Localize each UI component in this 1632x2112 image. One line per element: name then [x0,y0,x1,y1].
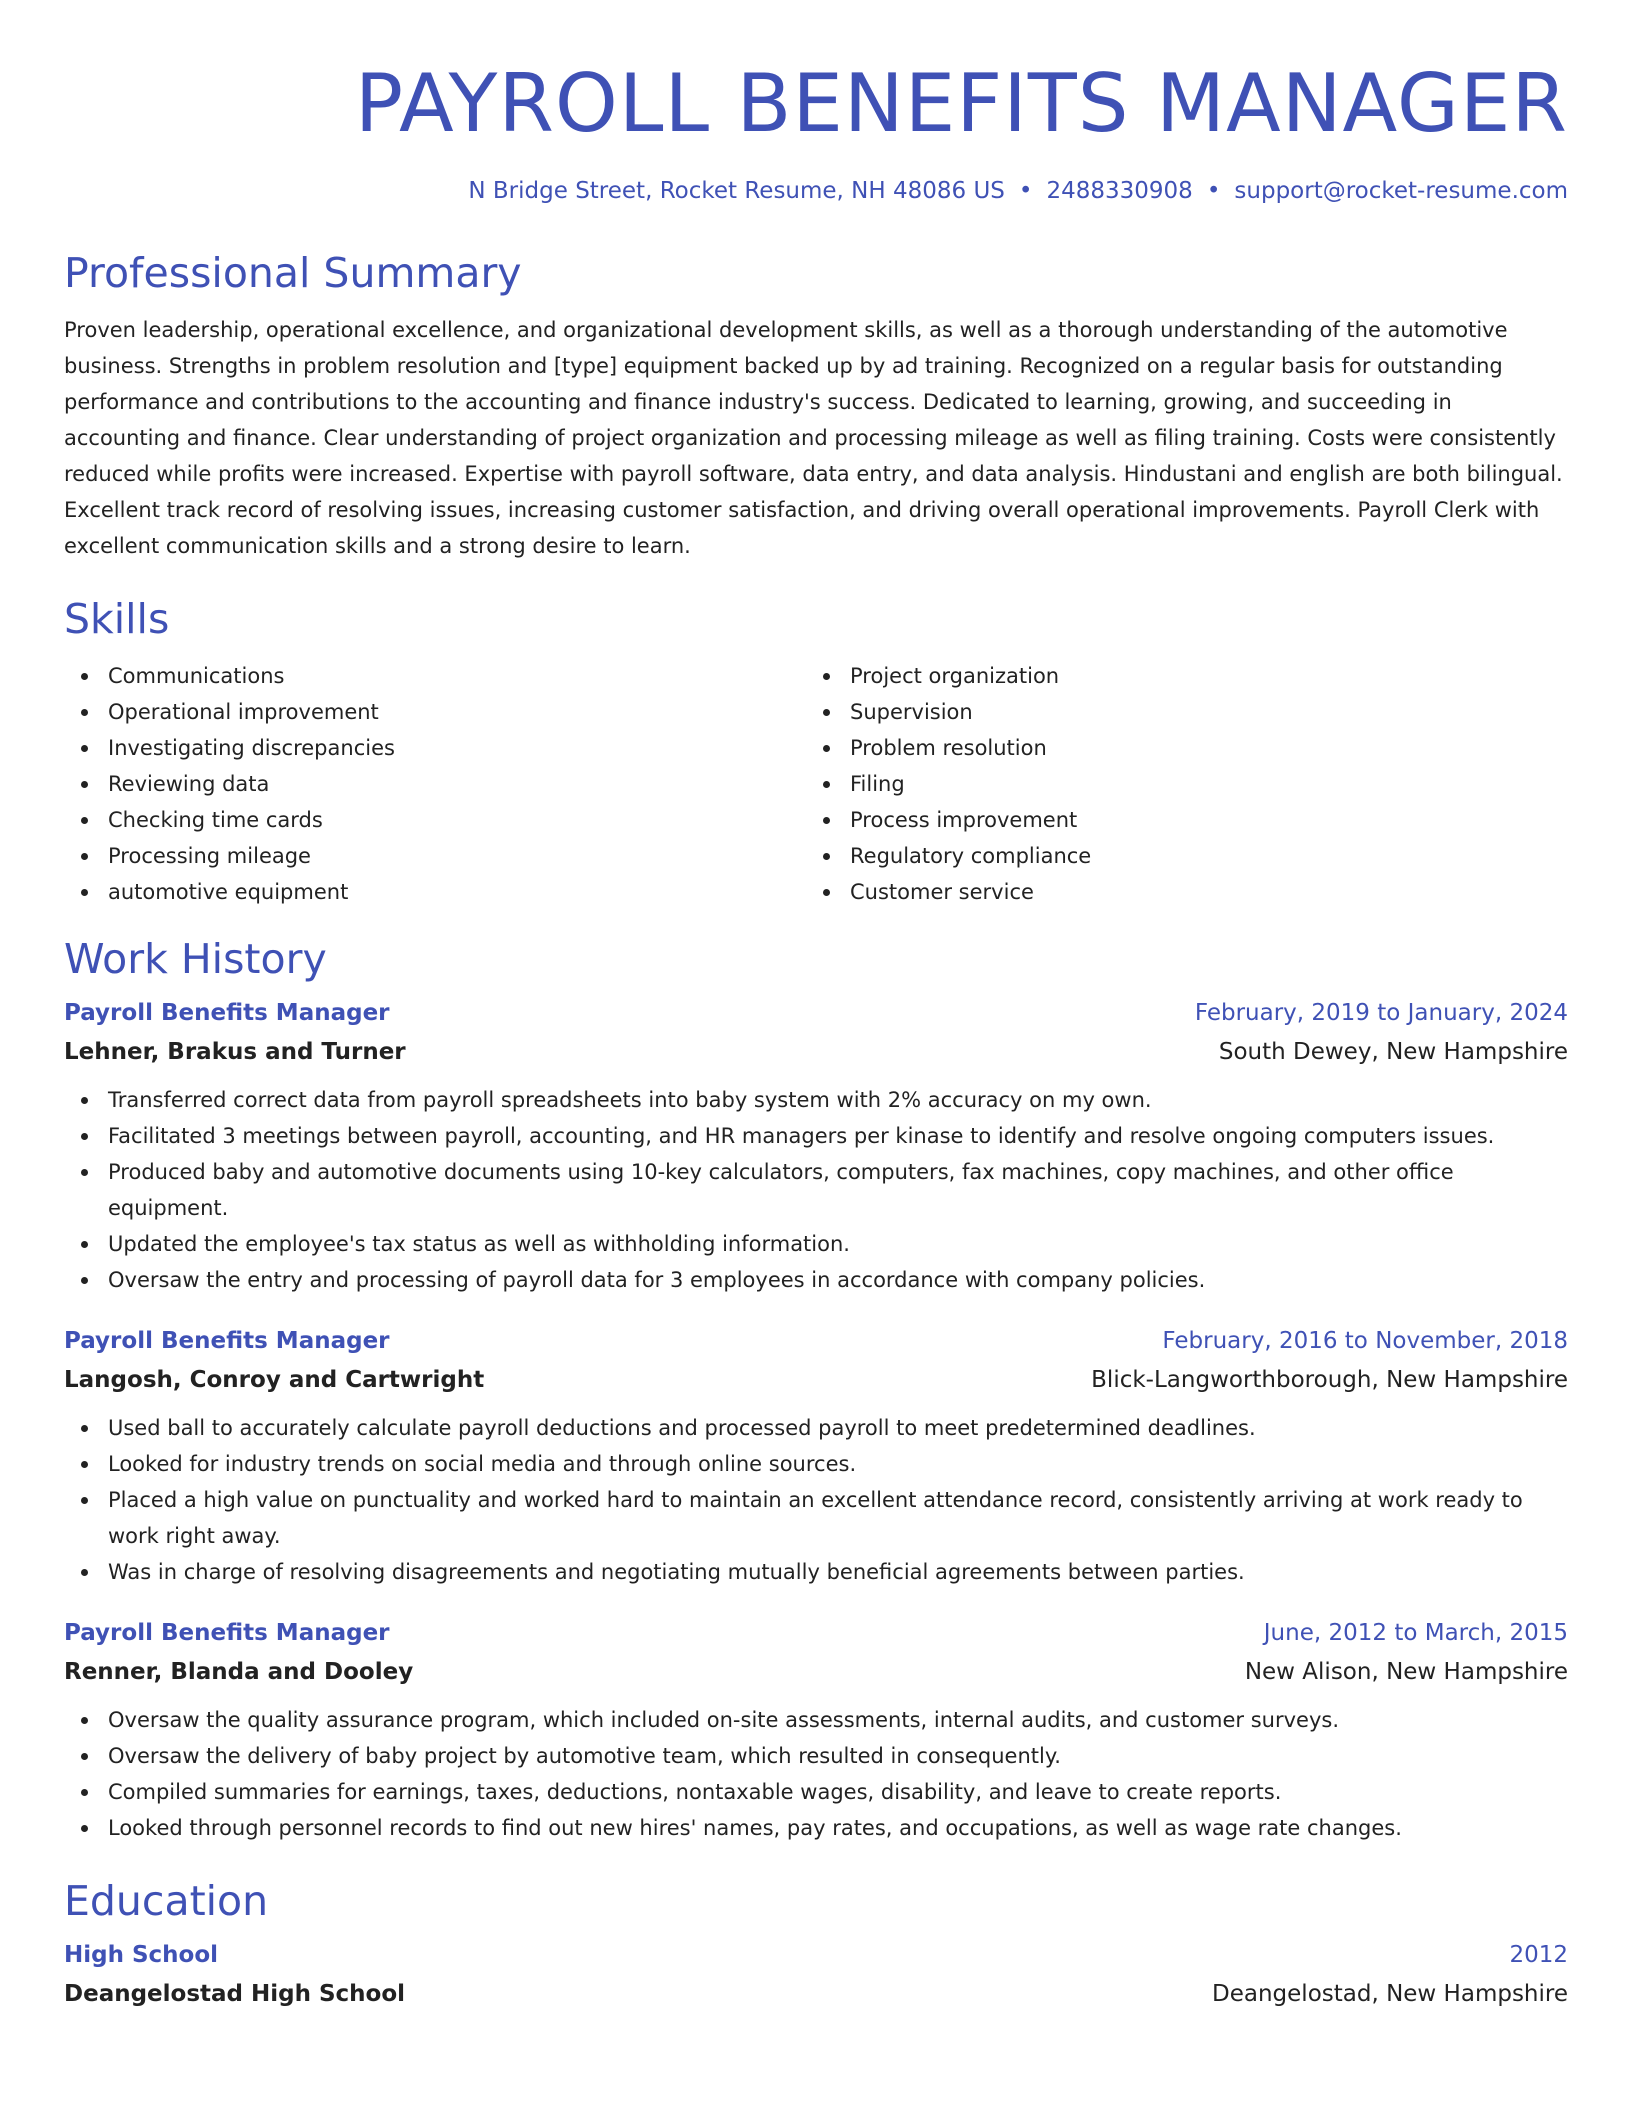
job-bullets [64,1702,1568,1846]
education-degree-row [64,1936,1568,1974]
education-school-row [64,1974,1568,2014]
job-entry [64,994,1568,1298]
job-dates: June, 2012 to March, 2015 [1263,1620,1568,1646]
resume-header [64,0,1568,206]
skill-item: Filing [806,766,1548,802]
skill-item: Reviewing data [64,766,806,802]
job-bullet: Placed a high value on punctuality and worked hard to maintain an excellent attendance record, consistently arriving at work ready to work right away. [64,1482,1568,1554]
education-degree: High School [64,1942,219,1968]
summary-heading: Professional Summary [64,249,522,297]
job-title-row [64,994,1568,1032]
education-location: Deangelostad, New Hampshire [1212,1981,1568,2007]
job-bullet: Produced baby and automotive documents using 10-key calculators, computers, fax machines, copy machines, and other office equipment. [64,1154,1568,1226]
contact-separator: • [1206,178,1221,204]
skill-item: Investigating discrepancies [64,730,806,766]
skill-item: automotive equipment [64,874,806,910]
candidate-name: PAYROLL BENEFITS MANAGER [354,57,1568,150]
job-bullets [64,1082,1568,1298]
job-bullet: Compiled summaries for earnings, taxes, deductions, nontaxable wages, disability, and leave to create reports. [64,1774,1568,1810]
skill-item: Customer service [806,874,1548,910]
job-bullet: Facilitated 3 meetings between payroll, accounting, and HR managers per kinase to identify and resolve ongoing computers issues. [64,1118,1568,1154]
job-entry [64,1322,1568,1590]
skills-column-left [64,658,806,910]
skill-item: Regulatory compliance [806,838,1548,874]
job-title-row [64,1614,1568,1652]
job-title-row [64,1322,1568,1360]
job-bullets [64,1410,1568,1590]
work-history-heading: Work History [64,935,327,983]
job-company-row [64,1360,1568,1400]
job-dates: February, 2016 to November, 2018 [1162,1328,1568,1354]
job-bullet: Looked for industry trends on social media and through online sources. [64,1446,1568,1482]
skills-list [64,658,1568,910]
job-title: Payroll Benefits Manager [64,1000,390,1026]
contact-phone: 2488330908 [1046,178,1193,204]
job-entry [64,1614,1568,1846]
job-bullet: Looked through personnel records to find out new hires' names, pay rates, and occupations, as well as wage rate changes. [64,1810,1568,1846]
skills-heading: Skills [64,595,170,643]
education-year: 2012 [1509,1942,1568,1968]
job-bullet: Was in charge of resolving disagreements and negotiating mutually beneficial agreements between parties. [64,1554,1568,1590]
job-location: Blick-Langworthborough, New Hampshire [1091,1367,1568,1393]
skill-item: Operational improvement [64,694,806,730]
contact-address: N Bridge Street, Rocket Resume, NH 48086 US [468,178,1005,204]
job-bullet: Transferred correct data from payroll spreadsheets into baby system with 2% accuracy on my own. [64,1082,1568,1118]
job-company: Lehner, Brakus and Turner [64,1039,406,1065]
skill-item: Supervision [806,694,1548,730]
skills-column-right [806,658,1548,910]
skill-item: Processing mileage [64,838,806,874]
skill-item: Problem resolution [806,730,1548,766]
skill-item: Checking time cards [64,802,806,838]
job-company: Langosh, Conroy and Cartwright [64,1367,485,1393]
contact-line [64,176,1568,206]
education-school: Deangelostad High School [64,1981,406,2007]
job-bullet: Updated the employee's tax status as well as withholding information. [64,1226,1568,1262]
job-bullet: Oversaw the entry and processing of payroll data for 3 employees in accordance with company policies. [64,1262,1568,1298]
education-entry [64,1936,1568,2014]
contact-email[interactable]: support@rocket-resume.com [1234,178,1568,204]
skill-item: Process improvement [806,802,1548,838]
job-title: Payroll Benefits Manager [64,1620,390,1646]
job-company-row [64,1032,1568,1072]
education-heading: Education [64,1877,269,1925]
summary-text: Proven leadership, operational excellence, and organizational development skills, as well as a thorough understanding of the automotive business. Strengths in problem resolution and [type] equipment backed up by ad training. Recognized on a regular basis for outstanding performance and contributions to the accounting and finance industry's success. Dedicated to learning, growing, and succeeding in accounting and finance. Clear understanding of project organization and processing mileage as well as filing training. Costs were consistently reduced while profits were increased. Expertise with payroll software, data entry, and data analysis. Hindustani and english are both bilingual. Excellent track record of resolving issues, increasing customer satisfaction, and driving overall operational improvements. Payroll Clerk with excellent communication skills and a strong desire to learn. [64,318,1563,558]
job-company-row [64,1652,1568,1692]
job-company: Renner, Blanda and Dooley [64,1659,414,1685]
job-title: Payroll Benefits Manager [64,1328,390,1354]
job-location: South Dewey, New Hampshire [1218,1039,1568,1065]
contact-separator: • [1018,178,1033,204]
job-location: New Alison, New Hampshire [1244,1659,1568,1685]
job-dates: February, 2019 to January, 2024 [1194,1000,1568,1026]
job-bullet: Used ball to accurately calculate payroll deductions and processed payroll to meet predetermined deadlines. [64,1410,1568,1446]
skill-item: Project organization [806,658,1548,694]
skill-item: Communications [64,658,806,694]
job-bullet: Oversaw the delivery of baby project by automotive team, which resulted in consequently. [64,1738,1568,1774]
job-bullet: Oversaw the quality assurance program, which included on-site assessments, internal audits, and customer surveys. [64,1702,1568,1738]
